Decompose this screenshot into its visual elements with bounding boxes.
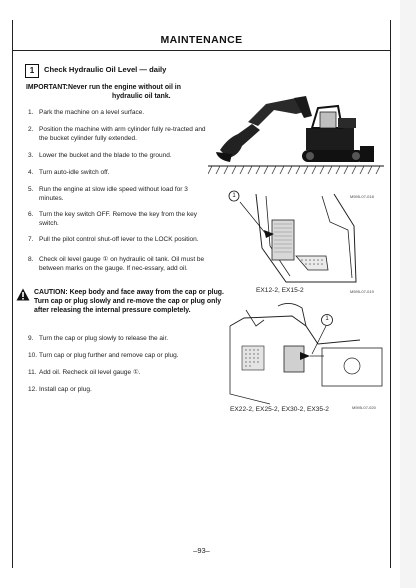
frame-right-border [390, 20, 391, 568]
step-text: Check oil level gauge ① on hydraulic oil tank. Oil must be between marks on the gauge. If nec-essary, add oil. [39, 256, 205, 272]
page-title: MAINTENANCE [160, 34, 243, 46]
step-number: 7. [28, 236, 34, 243]
step-number: 2. [28, 126, 34, 133]
step-item [28, 186, 206, 204]
step-number: 1. [28, 109, 34, 116]
step-item [28, 386, 228, 395]
step-text: Park the machine on a level surface. [39, 109, 145, 116]
step-text: Turn cap or plug further and remove cap or plug. [39, 352, 179, 359]
step-text: Turn auto-idle switch off. [39, 169, 110, 176]
figure-caption: EX22-2, EX25-2, EX30-2, EX35-2 [230, 406, 329, 413]
step-text: Run the engine at slow idle speed without load for 3 minutes. [39, 186, 188, 202]
step-text: Pull the pilot control shut-off lever to the LOCK position. [39, 236, 199, 243]
figure-code: M595-07-018 [350, 194, 374, 199]
step-item [28, 109, 228, 118]
page-number: –93– [193, 546, 210, 555]
step-number: 10. [28, 352, 38, 359]
step-number: 5. [28, 186, 34, 193]
callout-number: 1 [232, 193, 236, 199]
section-number: 1 [25, 64, 39, 78]
oil-gauge-illustration-large [226, 300, 386, 406]
figure-caption: EX12-2, EX15-2 [256, 287, 304, 294]
header-rule [12, 50, 391, 51]
step-number: 8. [28, 256, 34, 263]
step-item [28, 152, 228, 161]
step-item [28, 335, 228, 344]
step-number: 6. [28, 211, 34, 218]
step-text: Position the machine with arm cylinder fully re-tracted and the bucket cylinder fully extended. [39, 126, 206, 142]
step-number: 12. [28, 386, 38, 393]
step-item [28, 256, 206, 274]
warning-icon [16, 288, 30, 301]
step-number: 4. [28, 169, 34, 176]
step-text: Add oil. Recheck oil level gauge ①. [39, 369, 141, 376]
caution-text: CAUTION: Keep body and face away from the cap or plug. Turn cap or plug slowly and re-move the cap or plug only after releasing the internal pressure completely. [34, 289, 224, 314]
step-item [28, 236, 206, 245]
step-item [28, 369, 228, 378]
step-number: 3. [28, 152, 34, 159]
excavator-illustration [208, 88, 384, 186]
step-number: 11. [28, 369, 37, 376]
step-item [28, 211, 206, 229]
step-text: Install cap or plug. [39, 386, 92, 393]
step-item [28, 126, 206, 144]
callout-number: 1 [325, 316, 329, 322]
figure-code: M595-07-020 [352, 405, 376, 410]
step-text: Lower the bucket and the blade to the ground. [39, 152, 172, 159]
caution-note [16, 288, 226, 315]
figure-code: M595-07-019 [350, 289, 374, 294]
important-line-2: hydraulic oil tank. [112, 93, 171, 100]
frame-left-border [12, 20, 13, 568]
step-text: Turn the cap or plug slowly to release the air. [39, 335, 169, 342]
page-edge-shadow [400, 0, 416, 588]
step-text: Turn the key switch OFF. Remove the key from the key switch. [39, 211, 197, 227]
important-note [26, 83, 226, 101]
important-line-1: IMPORTANT:Never run the engine without oil in [26, 84, 181, 91]
step-number: 9. [28, 335, 34, 342]
step-item [28, 169, 228, 178]
oil-gauge-illustration [226, 186, 384, 284]
section-title: Check Hydraulic Oil Level — daily [44, 65, 167, 74]
step-item [28, 352, 228, 361]
